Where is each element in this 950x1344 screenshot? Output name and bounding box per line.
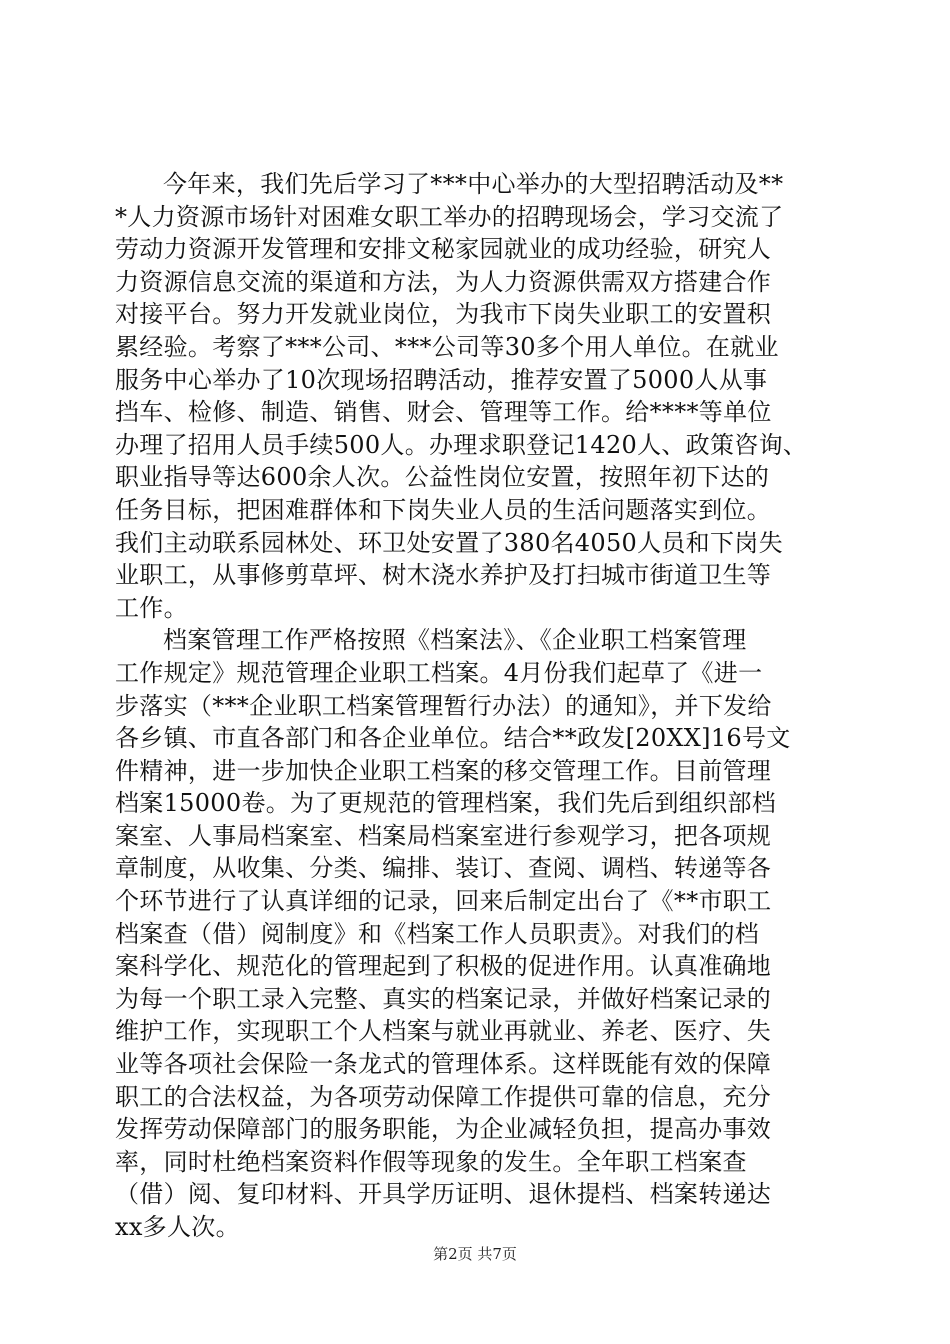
text-line: 办理了招用人员手续500人。办理求职登记1420人、政策咨询、: [115, 430, 808, 459]
text-line: 力资源信息交流的渠道和方法，为人力资源供需双方搭建合作: [115, 267, 772, 296]
text-line: 档案管理工作严格按照《档案法》、《企业职工档案管理: [163, 626, 747, 655]
text-line: （借）阅、复印材料、开具学历证明、退休提档、档案转递达: [115, 1180, 772, 1209]
text-line: 累经验。考察了***公司、***公司等30多个用人单位。在就业: [115, 332, 779, 361]
text-line: 件精神，进一步加快企业职工档案的移交管理工作。目前管理: [115, 756, 772, 785]
text-line: 案室、人事局档案室、档案局档案室进行参观学习，把各项规: [115, 821, 772, 850]
paragraph-1: [115, 168, 835, 624]
text-line: 业职工，从事修剪草坪、树木浇水养护及打扫城市街道卫生等: [115, 561, 772, 590]
text-line: 任务目标，把困难群体和下岗失业人员的生活问题落实到位。: [115, 495, 772, 524]
page-number-label: 第2页 共7页: [433, 1245, 517, 1263]
text-line: 对接平台。努力开发就业岗位，为我市下岗失业职工的安置积: [115, 300, 772, 329]
text-line: 个环节进行了认真详细的记录，回来后制定出台了《**市职工: [115, 887, 772, 916]
text-line: 职工的合法权益，为各项劳动保障工作提供可靠的信息，充分: [115, 1082, 772, 1111]
text-line: 章制度，从收集、分类、编排、装订、查阅、调档、转递等各: [115, 854, 772, 883]
text-line: 维护工作，实现职工个人档案与就业再就业、养老、医疗、失: [115, 1017, 772, 1046]
text-line: 各乡镇、市直各部门和各企业单位。结合**政发[20XX]16号文: [115, 724, 791, 753]
text-line: xx多人次。: [115, 1213, 240, 1241]
text-line: 档案15000卷。为了更规范的管理档案，我们先后到组织部档: [115, 789, 777, 818]
text-line: 率，同时杜绝档案资料作假等现象的发生。全年职工档案查: [115, 1147, 747, 1176]
text-line: 今年来，我们先后学习了***中心举办的大型招聘活动及**: [163, 170, 784, 198]
text-line: 服务中心举办了10次现场招聘活动，推荐安置了5000人从事: [115, 365, 768, 394]
page-footer: [0, 1244, 950, 1264]
text-line: 为每一个职工录入完整、真实的档案记录，并做好档案记录的: [115, 984, 772, 1013]
document-body: [115, 168, 835, 1244]
text-line: 业等各项社会保险一条龙式的管理体系。这样既能有效的保障: [115, 1050, 772, 1079]
text-line: 劳动力资源开发管理和安排文秘家园就业的成功经验，研究人: [115, 235, 772, 264]
text-line: 职业指导等达600余人次。公益性岗位安置，按照年初下达的: [115, 463, 770, 492]
text-line: 挡车、检修、制造、销售、财会、管理等工作。给****等单位: [115, 398, 772, 427]
text-line: *人力资源市场针对困难女职工举办的招聘现场会，学习交流了: [115, 202, 784, 231]
text-line: 工作。: [115, 593, 188, 622]
text-line: 我们主动联系园林处、环卫处安置了380名4050人员和下岗失: [115, 528, 783, 557]
text-line: 步落实（***企业职工档案管理暂行办法）的通知》，并下发给: [115, 691, 772, 720]
paragraph-2: [115, 624, 835, 1243]
text-line: 工作规定》规范管理企业职工档案。4月份我们起草了《进一: [115, 658, 763, 687]
text-line: 案科学化、规范化的管理起到了积极的促进作用。认真准确地: [115, 952, 772, 981]
text-line: 档案查（借）阅制度》和《档案工作人员职责》。对我们的档: [115, 919, 760, 948]
text-line: 发挥劳动保障部门的服务职能，为企业减轻负担，提高办事效: [115, 1115, 772, 1144]
